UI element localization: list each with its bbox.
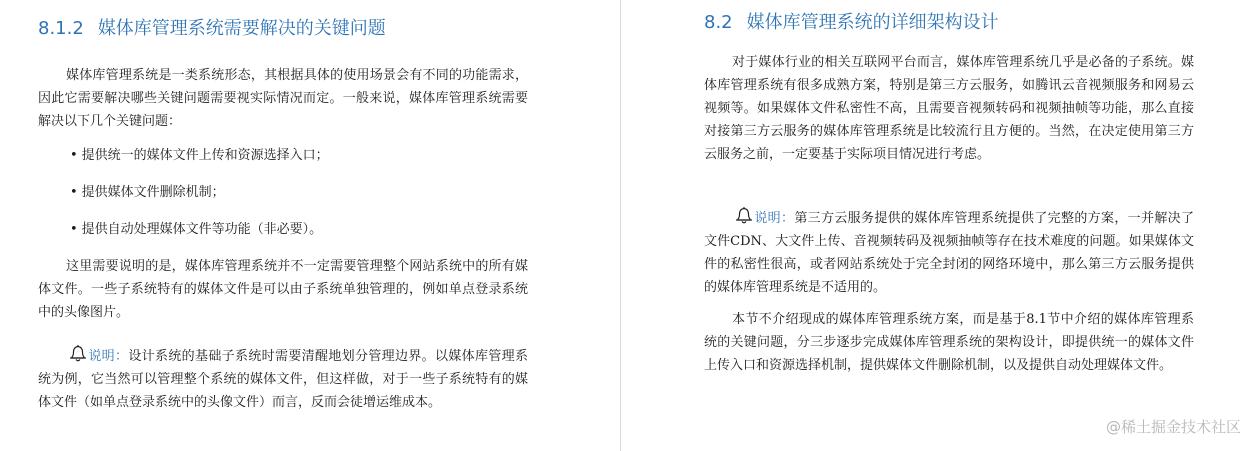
bullet-marker: • xyxy=(70,222,78,237)
section-title: 媒体库管理系统的详细架构设计 xyxy=(746,12,999,33)
section-heading xyxy=(704,8,999,34)
bullet-item xyxy=(70,146,329,166)
bell-icon xyxy=(68,343,88,363)
body-paragraph: 对于媒体行业的相关互联网平台而言，媒体库管理系统几乎是必备的子系统。媒体库管理系统有很多成熟方案，特别是第三方云服务，如腾讯云音视频服务和网易云视频等。如果媒体文件私密性不高，且需要音视频转码和视频抽帧等功能，那么直接对接第三方云服务的媒体库管理系统是比较流行且方便的。当然，在决定使用第三方云服务之前，一定要基于实际项目情况进行考虑。 xyxy=(704,55,1194,162)
note-text: 第三方云服务提供的媒体库管理系统提供了完整的方案，一并解决了文件CDN、大文件上传、音视频转码及视频抽帧等存在技术难度的问题。如果媒体文件的私密性很高，或者网站系统处于完全封闭的网络环境中，那么第三方云服务提供的媒体库管理系统是不适用的。 xyxy=(704,211,1194,295)
left-page xyxy=(0,0,618,451)
bullet-marker: • xyxy=(70,185,78,200)
page-divider xyxy=(620,0,621,451)
bullet-item xyxy=(70,220,322,240)
note-label: 说明： xyxy=(754,211,795,226)
bullet-marker: • xyxy=(70,148,78,163)
note-text: 设计系统的基础子系统时需要清醒地划分管理边界。以媒体库管理系统为例，它当然可以管理整个系统的媒体文件，但这样做，对于一些子系统特有的媒体文件（如单点登录系统中的头像文件）而言，反而会徒增运维成本。 xyxy=(38,349,528,410)
bullet-item xyxy=(70,183,225,203)
note-paragraph xyxy=(704,205,1194,299)
note-paragraph xyxy=(38,343,528,414)
bell-icon xyxy=(734,205,754,225)
watermark: @稀土掘金技术社区 xyxy=(1105,418,1241,436)
intro-paragraph: 媒体库管理系统是一类系统形态，其根据具体的使用场景会有不同的功能需求，因此它需要解决哪些关键问题需要视实际情况而定。一般来说，媒体库管理系统需要解决以下几个关键问题： xyxy=(38,68,528,129)
body-paragraph: 这里需要说明的是，媒体库管理系统并不一定需要管理整个网站系统中的所有媒体文件。一些子系统特有的媒体文件是可以由子系统单独管理的，例如单点登录系统中的头像图片。 xyxy=(38,259,528,320)
section-title: 媒体库管理系统需要解决的关键问题 xyxy=(97,18,386,39)
right-page xyxy=(624,0,1253,451)
section-number: 8.2 xyxy=(704,12,733,33)
bullet-text: 提供自动处理媒体文件等功能（非必要）。 xyxy=(81,222,323,237)
body-paragraph: 本节不介绍现成的媒体库管理系统方案，而是基于8.1节中介绍的媒体库管理系统的关键问题，分三步逐步完成媒体库管理系统的架构设计，即提供统一的媒体文件上传入口和资源选择机制，提供媒体文件删除机制，以及提供自动处理媒体文件。 xyxy=(704,312,1194,373)
note-label: 说明： xyxy=(88,349,129,364)
bullet-text: 提供媒体文件删除机制； xyxy=(81,185,225,200)
bullet-text: 提供统一的媒体文件上传和资源选择入口； xyxy=(81,148,329,163)
section-number: 8.1.2 xyxy=(38,18,84,39)
section-heading xyxy=(38,14,386,40)
